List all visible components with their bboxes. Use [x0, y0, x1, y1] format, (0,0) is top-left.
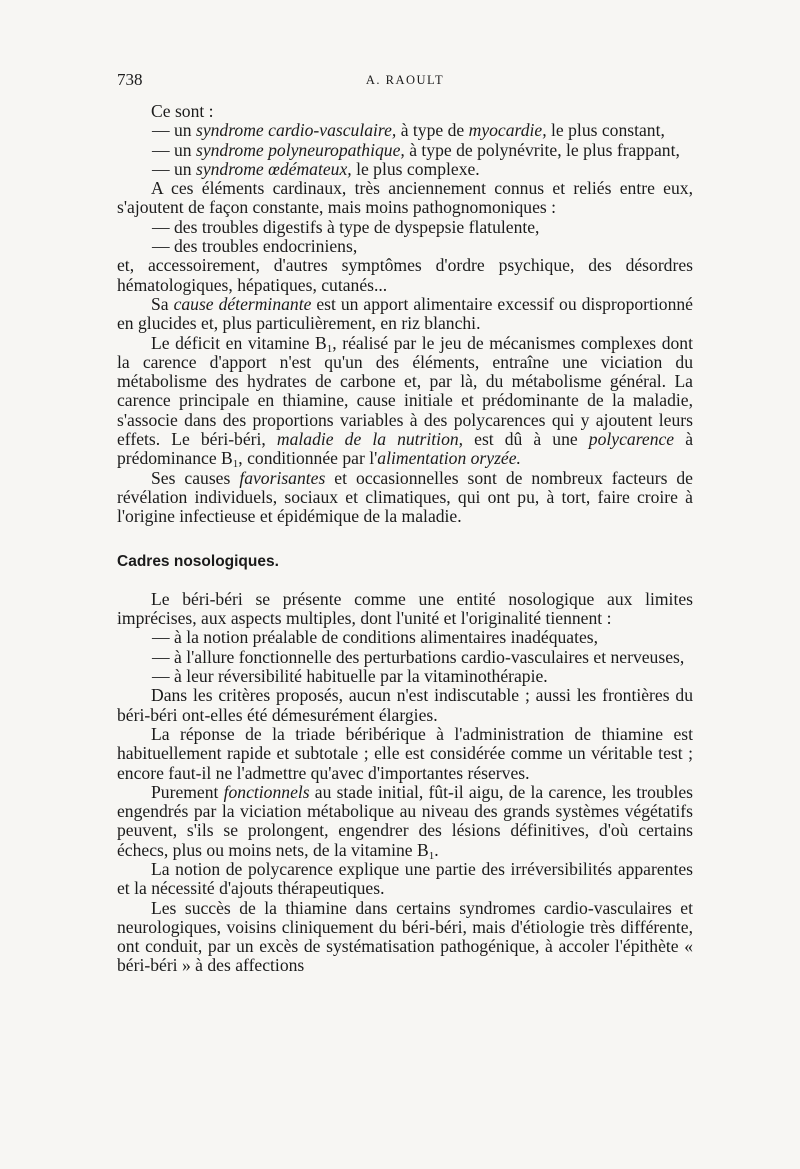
paragraph: Le déficit en vitamine $B_1$, réalisé par le jeu de mécanismes complexes dont la carence d'apport n'est qu'un des éléments, entraîne une viciation du métabolisme des hydrates de carbone et, par là, du métabolisme général. La carence principale en thiamine, cause initiale et prédominante de la maladie, s'associe dans des proportions variables à des polycarences qui y ajoutent leurs effets. Le béri-béri, maladie de la nutrition, est dû à une polycarence à prédominance $B_1$, conditionnée par l'alimentation oryzée. — [117, 332, 694, 471]
list-item: — des troubles digestifs à type de dyspepsie flatulente, — [152, 216, 540, 237]
list-item: — à leur réversibilité habituelle par la vitaminothérapie. — [152, 666, 548, 687]
paragraph-intro: Ce sont : — [151, 101, 214, 121]
paragraph: A ces éléments cardinaux, très anciennement connus et reliés entre eux, s'ajoutent de façon constante, mais moins pathognomoniques : — [117, 178, 693, 218]
section-title: Cadres nosologiques. — [117, 552, 279, 570]
page-header — [117, 70, 693, 94]
page-number: 738 — [117, 70, 143, 89]
paragraph: Les succès de la thiamine dans certains syndromes cardio-vasculaires et neurologiques, voisins cliniquement du béri-béri, mais d'étiologie très différente, ont conduit, par un excès de systématisation pathogénique, à accoler l'épithète « béri-béri » à des affections — [117, 897, 693, 976]
paragraph: Purement fonctionnels au stade initial, fût-il aigu, de la carence, les troubles engendrés par la viciation métabolique au niveau des grands systèmes végétatifs peuvent, s'ils se prolongent, engendrer des lésions définitives, d'où certains échecs, plus ou moins nets, de la vitamine $B_1$. — [117, 781, 694, 862]
list-item: — à l'allure fonctionnelle des perturbations cardio-vasculaires et nerveuses, — [152, 646, 685, 667]
paragraph: Sa cause déterminante est un apport alimentaire excessif ou disproportionné en glucides et, plus particulièrement, en riz blanchi. — [117, 293, 693, 334]
running-head: A. RAOULT — [365, 73, 445, 87]
list-item: — un syndrome œdémateux, le plus complexe. — [152, 158, 480, 179]
paragraph: Le béri-béri se présente comme une entité nosologique aux limites imprécises, aux aspects multiples, dont l'unité et l'originalité tiennent : — [117, 588, 693, 629]
paragraph: Dans les critères proposés, aucun n'est indiscutable ; aussi les frontières du béri-béri ont-elles été démesurément élargies. — [117, 685, 693, 725]
list-item: — un syndrome cardio-vasculaire, à type de myocardie, le plus constant, — [152, 120, 665, 141]
paragraph: Ses causes favorisantes et occasionnelles sont de nombreux facteurs de révélation individuels, sociaux et climatiques, qui ont pu, à tort, faire croire à l'origine infectieuse et épidémique de la maladie. — [117, 467, 693, 527]
list-item: — des troubles endocriniens, — [152, 236, 358, 257]
list-item: — à la notion préalable de conditions alimentaires inadéquates, — [152, 627, 599, 648]
paragraph: et, accessoirement, d'autres symptômes d'ordre psychique, des désordres hématologiques, hépatiques, cutanés... — [117, 255, 693, 295]
paragraph: La réponse de la triade béribérique à l'administration de thiamine est habituellement rapide et subtotale ; elle est considérée comme un véritable test ; encore faut-il ne l'admettre qu'avec d'importantes réserves. — [117, 723, 693, 783]
list-item: — un syndrome polyneuropathique, à type de polynévrite, le plus frappant, — [152, 139, 680, 160]
body-text — [117, 102, 693, 976]
paragraph: La notion de polycarence explique une partie des irréversibilités apparentes et la nécessité d'ajouts thérapeutiques. — [117, 858, 693, 899]
